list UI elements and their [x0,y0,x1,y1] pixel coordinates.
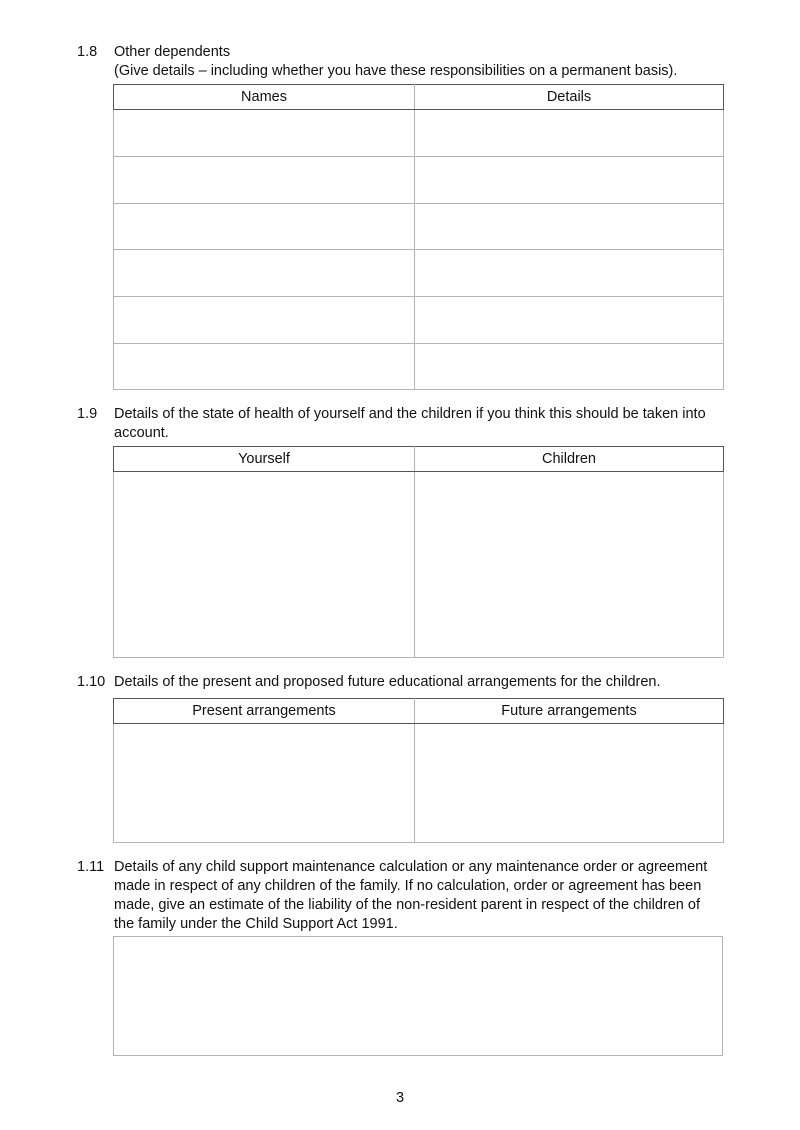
column-header-present-arrangements: Present arrangements [114,699,415,724]
section-heading [114,405,724,443]
section-title: Other dependents [114,44,231,60]
section-text-line: the family under the Child Support Act 1991. [114,916,398,932]
section-number: 1.10 [77,674,106,690]
column-header-children: Children [415,447,724,472]
table-row [114,344,724,390]
section-heading [114,43,724,81]
column-header-details: Details [415,85,724,110]
table-row [114,297,724,344]
table-row [114,472,724,658]
names-cell[interactable] [114,110,415,157]
future-arrangements-cell[interactable] [415,724,724,843]
child-support-answer-box[interactable] [113,936,723,1056]
section-number: 1.8 [77,44,98,60]
education-table [113,698,724,843]
table-row [114,157,724,204]
names-cell[interactable] [114,344,415,390]
column-header-names: Names [114,85,415,110]
table-row [114,724,724,843]
present-arrangements-cell[interactable] [114,724,415,843]
section-number: 1.11 [77,859,105,875]
names-cell[interactable] [114,204,415,250]
children-cell[interactable] [415,472,724,658]
section-text-line: made in respect of any children of the family. If no calculation, order or agreement has been [114,878,702,894]
details-cell[interactable] [415,344,724,390]
details-cell[interactable] [415,157,724,204]
details-cell[interactable] [415,110,724,157]
section-text-line: Details of any child support maintenance calculation or any maintenance order or agreement [114,859,708,875]
section-number: 1.9 [77,406,98,422]
table-row [114,204,724,250]
section-text-line: Details of the state of health of yourself and the children if you think this should be taken into [114,406,706,422]
page-number: 3 [395,1090,405,1106]
section-subtitle: (Give details – including whether you have these responsibilities on a permanent basis). [114,63,678,79]
other-dependents-table [113,84,724,390]
names-cell[interactable] [114,297,415,344]
section-text-line: made, give an estimate of the liability of the non-resident parent in respect of the children of [114,897,700,913]
table-row [114,250,724,297]
section-text-line: Details of the present and proposed future educational arrangements for the children. [114,674,661,690]
health-table [113,446,724,658]
names-cell[interactable] [114,157,415,204]
section-text-line: account. [114,425,169,441]
table-row [114,110,724,157]
names-cell[interactable] [114,250,415,297]
yourself-cell[interactable] [114,472,415,658]
details-cell[interactable] [415,204,724,250]
section-heading [114,673,724,692]
column-header-yourself: Yourself [114,447,415,472]
details-cell[interactable] [415,297,724,344]
details-cell[interactable] [415,250,724,297]
section-heading [114,858,724,934]
column-header-future-arrangements: Future arrangements [415,699,724,724]
